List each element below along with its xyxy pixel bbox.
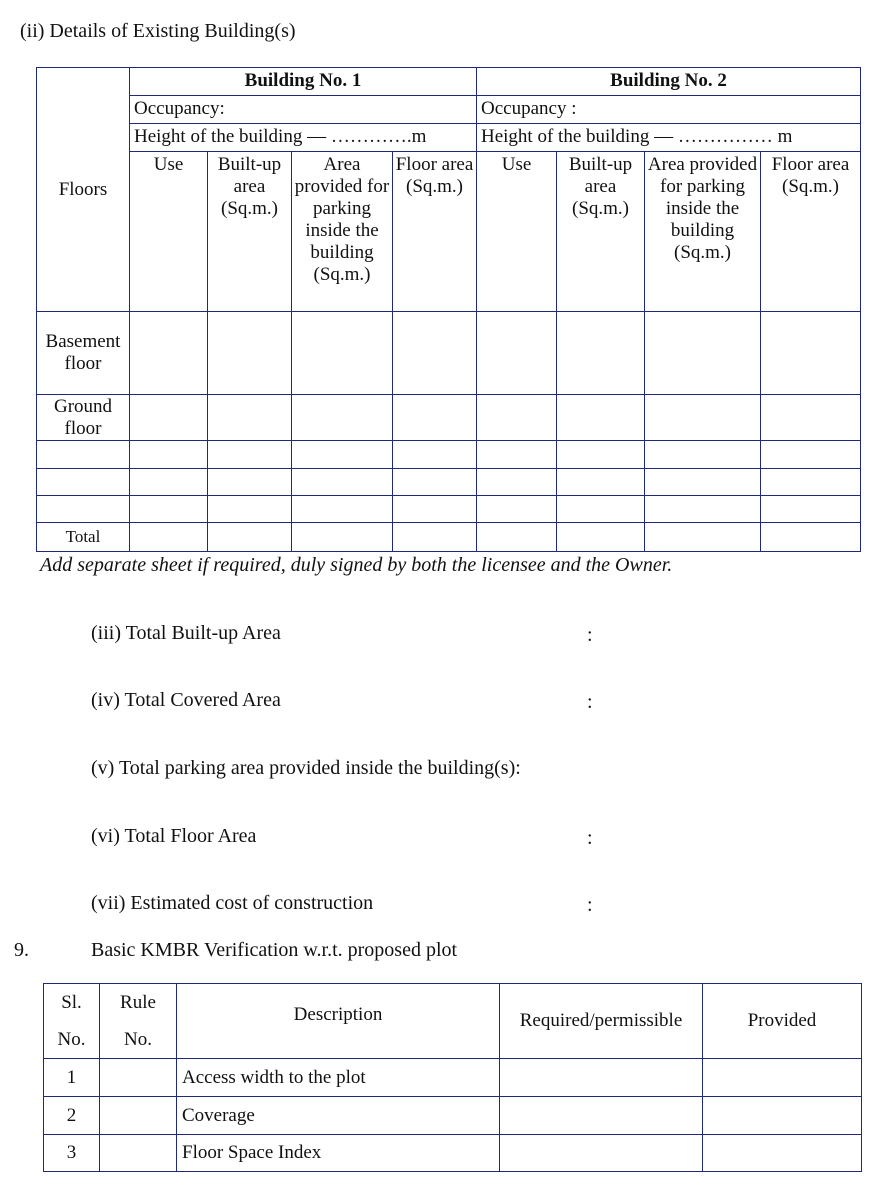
table-cell[interactable]	[130, 441, 208, 469]
table-cell[interactable]	[393, 395, 477, 441]
row-description: Access width to the plot	[177, 1059, 500, 1097]
row-provided[interactable]	[703, 1059, 862, 1097]
row-sl: 1	[44, 1059, 100, 1097]
header-sl-line2: No.	[57, 1029, 86, 1050]
table-cell[interactable]	[208, 496, 292, 523]
b2-col-built-up-area: Built-up area (Sq.m.)	[557, 152, 645, 312]
table-cell[interactable]	[761, 395, 861, 441]
note-separate-sheet: Add separate sheet if required, duly signed by both the licensee and the Owner.	[40, 554, 673, 576]
row-description: Floor Space Index	[177, 1135, 500, 1172]
header-description: Description	[177, 984, 500, 1059]
table-cell[interactable]	[761, 496, 861, 523]
table-cell[interactable]	[645, 312, 761, 395]
building-1-title: Building No. 1	[130, 68, 477, 96]
row-label-total: Total	[37, 523, 130, 552]
table-cell[interactable]	[557, 395, 645, 441]
table-cell[interactable]	[645, 469, 761, 496]
header-rule-line2: No.	[124, 1029, 152, 1050]
row-provided[interactable]	[703, 1135, 862, 1172]
row-rule[interactable]	[100, 1135, 177, 1172]
section-9-title: Basic KMBR Verification w.r.t. proposed plot	[91, 939, 458, 961]
row-label-basement: Basement floor	[37, 312, 130, 395]
table-cell[interactable]	[208, 395, 292, 441]
table-cell[interactable]	[645, 395, 761, 441]
table-cell[interactable]	[292, 395, 393, 441]
item-total-built-up-area: (iii) Total Built-up Area	[91, 622, 281, 644]
row-provided[interactable]	[703, 1097, 862, 1135]
row-rule[interactable]	[100, 1097, 177, 1135]
item-total-parking-area: (v) Total parking area provided inside the building(s):	[91, 757, 521, 779]
row-rule[interactable]	[100, 1059, 177, 1097]
header-rule-no	[100, 984, 177, 1059]
header-provided: Provided	[703, 984, 862, 1059]
table-cell[interactable]	[477, 312, 557, 395]
row-label-ground: Ground floor	[37, 395, 130, 441]
table-cell[interactable]	[557, 469, 645, 496]
existing-buildings-table	[36, 67, 861, 552]
b1-col-built-up-area: Built-up area (Sq.m.)	[208, 152, 292, 312]
table-cell[interactable]	[477, 523, 557, 552]
item-total-floor-area: (vi) Total Floor Area	[91, 825, 257, 847]
table-cell[interactable]	[130, 469, 208, 496]
item-estimated-cost: (vii) Estimated cost of construction	[91, 892, 374, 914]
table-cell[interactable]	[130, 496, 208, 523]
kmbr-verification-table	[43, 983, 862, 1172]
table-cell[interactable]	[393, 523, 477, 552]
b2-col-use: Use	[477, 152, 557, 312]
header-rule-line1: Rule	[120, 992, 156, 1013]
b2-col-parking-area: Area provided for parking inside the building (Sq.m.)	[645, 152, 761, 312]
row-required[interactable]	[500, 1097, 703, 1135]
building-1-height: Height of the building — ………….m	[130, 124, 477, 152]
table-cell[interactable]	[477, 469, 557, 496]
table-cell[interactable]	[761, 441, 861, 469]
table-cell[interactable]	[208, 469, 292, 496]
header-required: Required/permissible	[500, 984, 703, 1059]
table-cell[interactable]	[761, 469, 861, 496]
table-cell[interactable]	[761, 523, 861, 552]
building-2-height: Height of the building — …………… m	[477, 124, 861, 152]
row-required[interactable]	[500, 1059, 703, 1097]
table-cell[interactable]	[292, 496, 393, 523]
item-colon: :	[587, 691, 593, 713]
row-label-blank	[37, 441, 130, 469]
row-sl: 3	[44, 1135, 100, 1172]
b1-col-use: Use	[130, 152, 208, 312]
b1-col-floor-area: Floor area (Sq.m.)	[393, 152, 477, 312]
table-cell[interactable]	[477, 441, 557, 469]
table-cell[interactable]	[557, 312, 645, 395]
row-required[interactable]	[500, 1135, 703, 1172]
table-cell[interactable]	[130, 523, 208, 552]
table-cell[interactable]	[645, 496, 761, 523]
building-2-title: Building No. 2	[477, 68, 861, 96]
item-total-covered-area: (iv) Total Covered Area	[91, 689, 281, 711]
header-sl-no	[44, 984, 100, 1059]
row-label-blank	[37, 469, 130, 496]
table-cell[interactable]	[477, 496, 557, 523]
table-cell[interactable]	[557, 441, 645, 469]
row-label-blank	[37, 496, 130, 523]
table-cell[interactable]	[292, 523, 393, 552]
row-description: Coverage	[177, 1097, 500, 1135]
table-cell[interactable]	[393, 469, 477, 496]
section-9-number: 9.	[14, 939, 29, 961]
item-colon: :	[587, 624, 593, 646]
b1-col-parking-area: Area provided for parking inside the building (Sq.m.)	[292, 152, 393, 312]
item-colon: :	[587, 827, 593, 849]
table-cell[interactable]	[208, 523, 292, 552]
building-2-occupancy: Occupancy :	[477, 96, 861, 124]
table-cell[interactable]	[557, 523, 645, 552]
table-cell[interactable]	[292, 441, 393, 469]
table-cell[interactable]	[393, 441, 477, 469]
table-cell[interactable]	[292, 469, 393, 496]
header-sl-line1: Sl.	[61, 992, 82, 1013]
table-cell[interactable]	[393, 312, 477, 395]
row-sl: 2	[44, 1097, 100, 1135]
table-cell[interactable]	[393, 496, 477, 523]
table-cell[interactable]	[477, 395, 557, 441]
table-cell[interactable]	[557, 496, 645, 523]
section-title: (ii) Details of Existing Building(s)	[20, 20, 296, 42]
table-cell[interactable]	[208, 312, 292, 395]
table-cell[interactable]	[645, 441, 761, 469]
building-1-occupancy: Occupancy:	[130, 96, 477, 124]
table-cell[interactable]	[208, 441, 292, 469]
table-cell[interactable]	[130, 395, 208, 441]
table-cell[interactable]	[292, 312, 393, 395]
table-cell[interactable]	[761, 312, 861, 395]
table-cell[interactable]	[645, 523, 761, 552]
floors-header: Floors	[37, 68, 130, 312]
table-cell[interactable]	[130, 312, 208, 395]
item-colon: :	[587, 894, 593, 916]
b2-col-floor-area: Floor area (Sq.m.)	[761, 152, 861, 312]
